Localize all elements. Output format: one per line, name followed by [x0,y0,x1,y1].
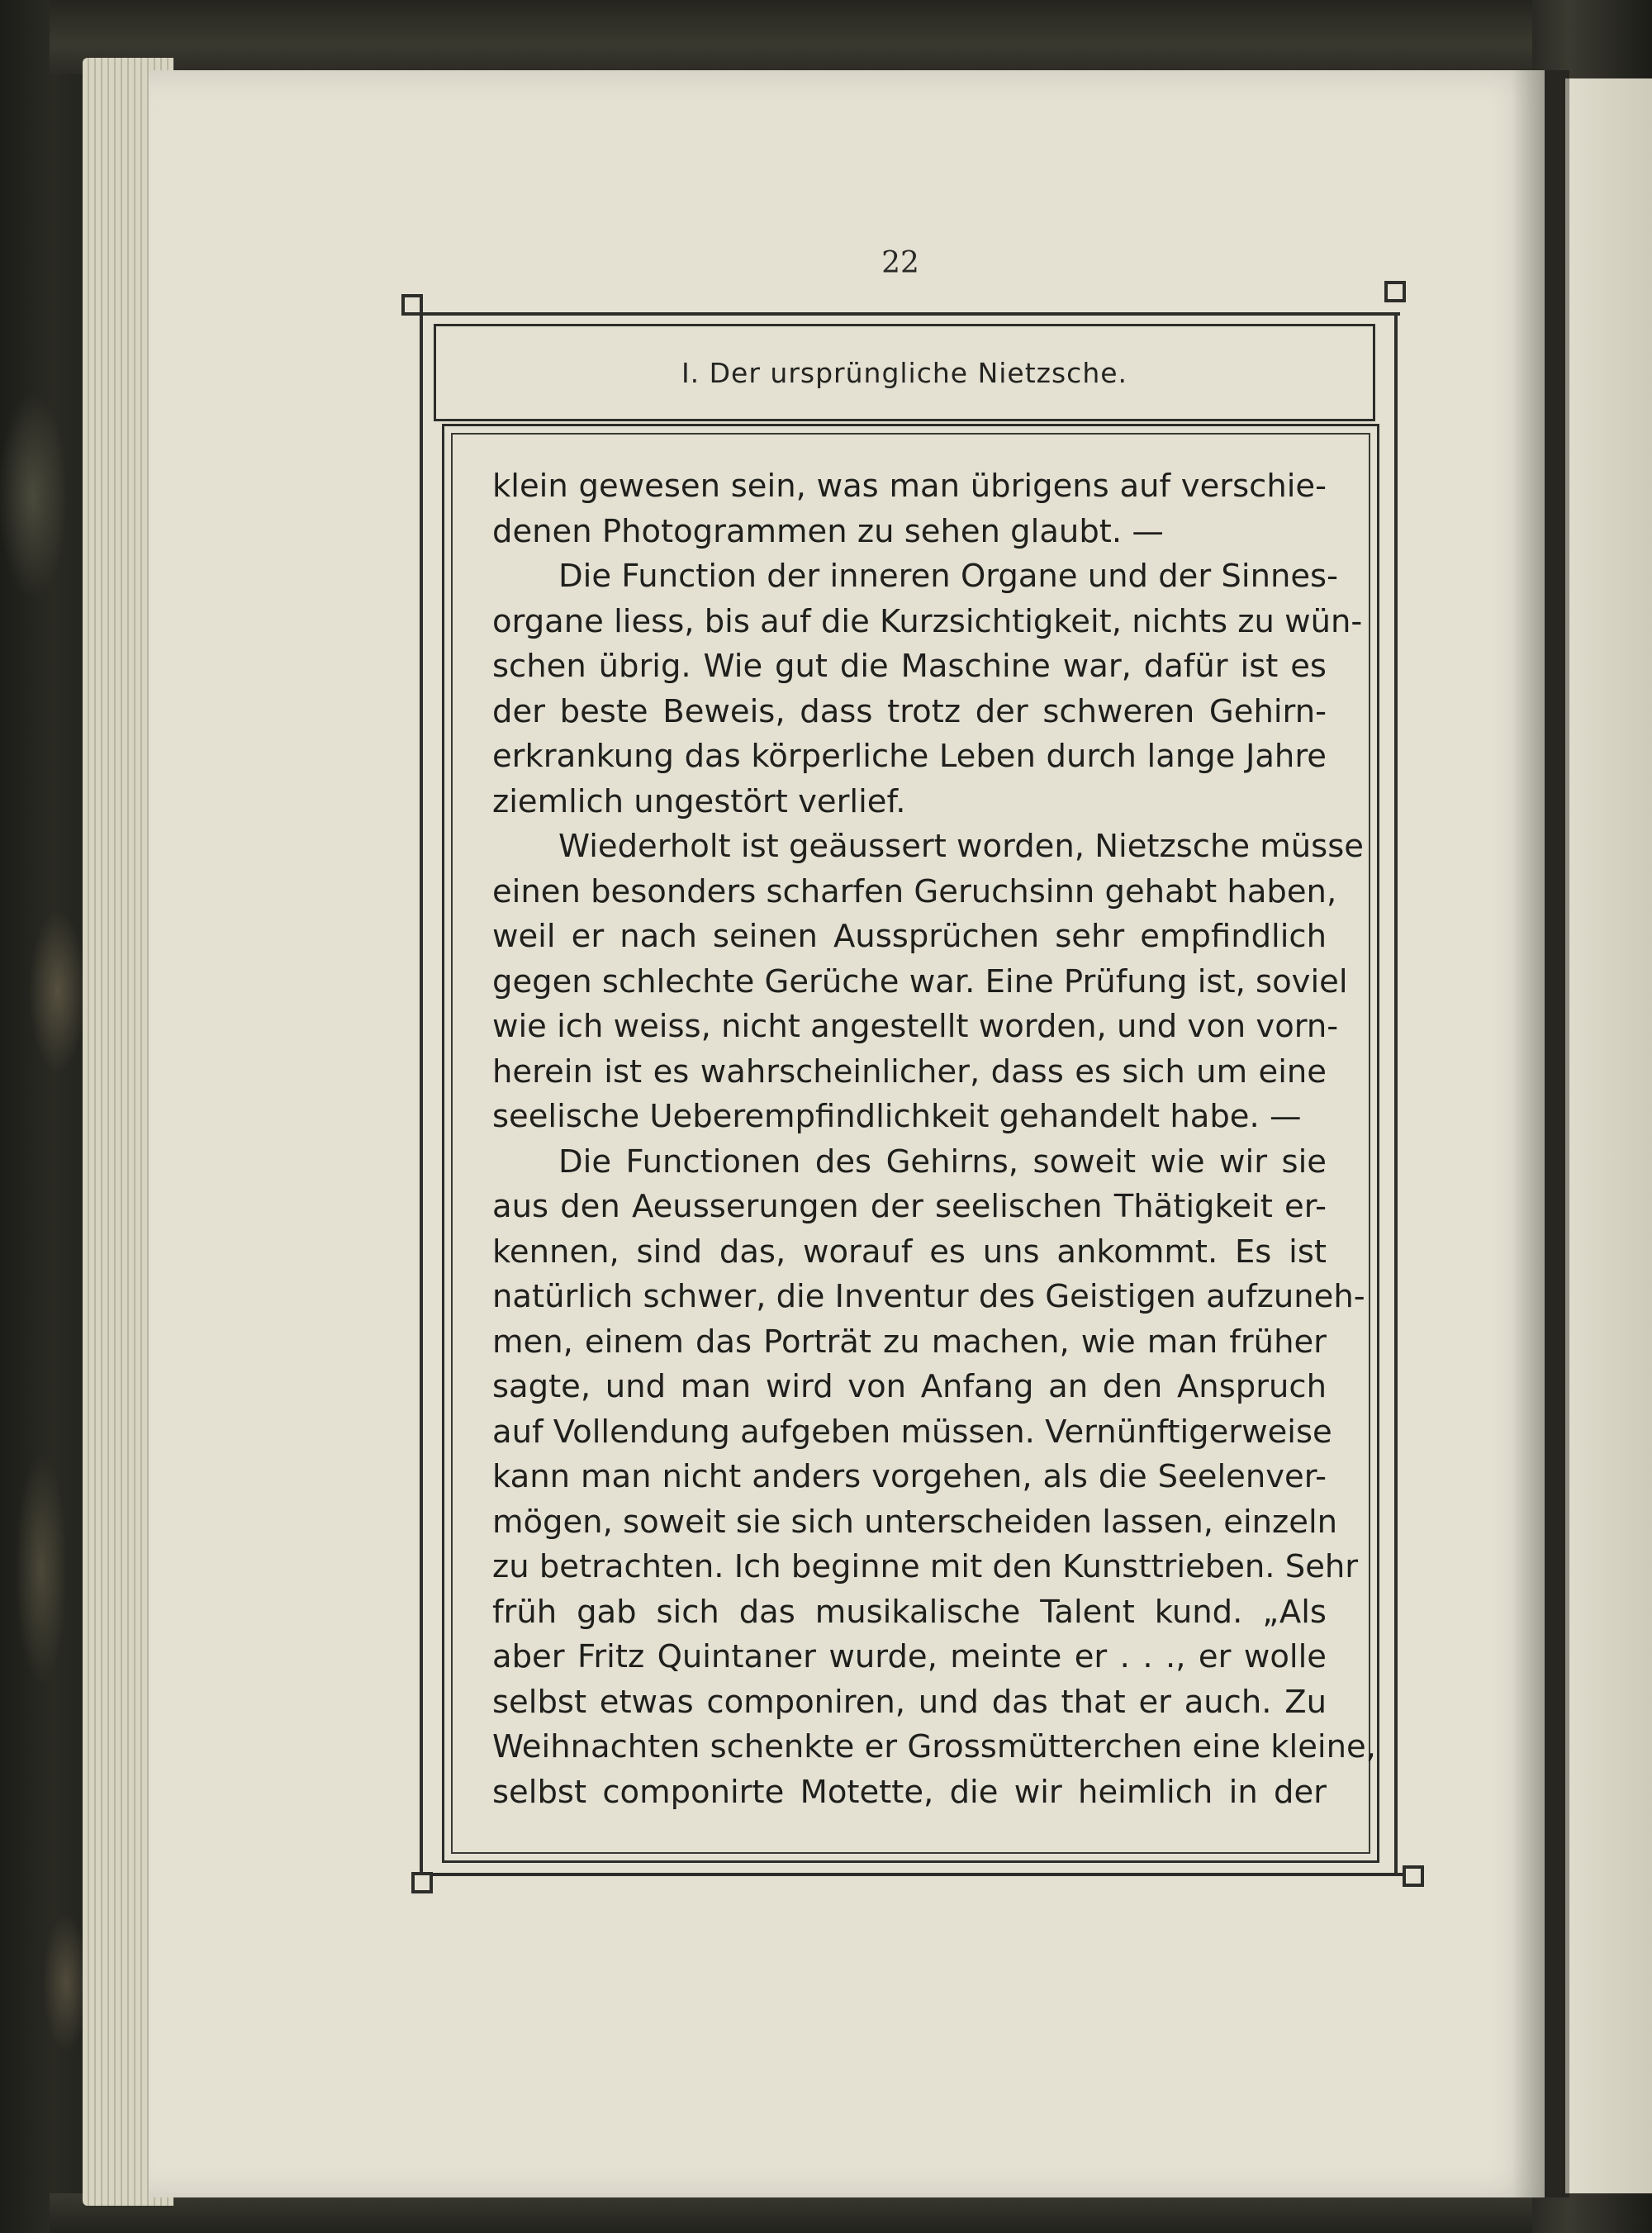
text-line: Die Functionen des Gehirns, soweit wie wir sie [558,1143,1327,1181]
text-line: weil er nach seinen Aussprüchen sehr empfindlich [492,918,1327,955]
frame-right-line [1394,312,1398,1876]
text-line: zu betrachten. Ich beginne mit den Kunsttrieben. Sehr [492,1548,1359,1585]
text-line: auf Vollendung aufgeben müssen. Vernünftigerweise [492,1413,1332,1451]
text-line: Wiederholt ist geäussert worden, Nietzsche müsse [558,828,1364,865]
text-line: organe liess, bis auf die Kurzsichtigkeit, nichts zu wün- [492,602,1363,640]
text-line: wie ich weiss, nicht angestellt worden, und von vorn- [492,1008,1339,1045]
frame-left-line [420,312,423,1876]
text-line: erkrankung das körperliche Leben durch lange Jahre [492,738,1327,775]
running-head-box [434,324,1375,421]
corner-ornament-bottom-left [411,1872,433,1893]
text-line: selbst componirte Motette, die wir heimlich in der [492,1773,1327,1811]
text-line: ziemlich ungestört verlief. [492,782,906,820]
text-line: herein ist es wahrscheinlicher, dass es sich um eine [492,1052,1327,1090]
text-line: natürlich schwer, die Inventur des Geistigen aufzuneh- [492,1278,1365,1315]
text-line: Die Function der inneren Organe und der Sinnes- [558,558,1339,595]
text-line: selbst etwas componiren, und das that er auch. Zu [492,1683,1327,1721]
page-number: 22 [881,246,919,280]
text-line: aber Fritz Quintaner wurde, meinte er . . ., er wolle [492,1638,1327,1675]
text-line: Weihnachten schenkte er Grossmütterchen eine kleine, [492,1728,1376,1765]
text-line: men, einem das Porträt zu machen, wie man früher [492,1323,1327,1361]
text-line: früh gab sich das musikalische Talent kund. „Als [492,1593,1327,1631]
text-line: sagte, und man wird von Anfang an den Anspruch [492,1368,1327,1405]
text-line: klein gewesen sein, was man übrigens auf verschie- [492,468,1327,505]
text-line: denen Photogrammen zu sehen glaubt. — [492,512,1164,550]
text-line: gegen schlechte Gerüche war. Eine Prüfung ist, soviel [492,962,1348,1000]
frame-top-line [421,312,1400,316]
text-line: einen besonders scharfen Geruchsinn gehabt haben, [492,872,1337,910]
body-text [492,464,1376,1815]
text-line: mögen, soweit sie sich unterscheiden lassen, einzeln [492,1503,1338,1541]
text-line: schen übrig. Wie gut die Maschine war, dafür ist es [492,648,1327,685]
running-head: I. Der ursprüngliche Nietzsche. [681,356,1128,389]
corner-ornament-top-right [1384,281,1406,302]
text-line: kennen, sind das, worauf es uns ankommt. Es ist [492,1233,1327,1271]
cover-top-edge [50,0,1602,74]
facing-page-edge [1565,78,1652,2193]
text-line: kann man nicht anders vorgehen, als die Seelenver- [492,1458,1327,1495]
corner-ornament-top-left [401,294,423,316]
frame-bottom-line [421,1873,1412,1876]
text-line: seelische Ueberempfindlichkeit gehandelt habe. — [492,1098,1302,1135]
spine-shadow [1512,70,1569,2197]
cover-bottom-edge [50,2193,1602,2233]
text-line: aus den Aeusserungen der seelischen Thätigkeit er- [492,1188,1327,1225]
text-line: der beste Beweis, dass trotz der schweren Gehirn- [492,692,1327,730]
corner-ornament-bottom-right [1403,1865,1424,1887]
